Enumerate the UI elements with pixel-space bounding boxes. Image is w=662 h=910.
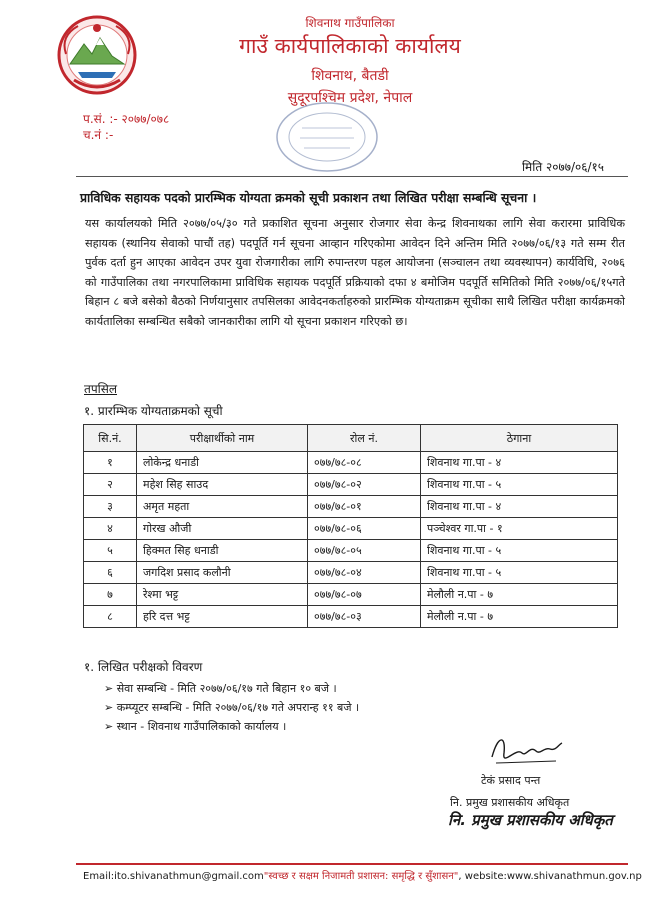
header-address: ठेगाना [421, 425, 618, 452]
exam-item-text: कम्प्यूटर सम्बन्धि - मिति २०७७/०६/१७ गते अपरान्ह ११ बजे । [116, 701, 360, 714]
cell-name: जगदिश प्रसाद कलौनी [137, 562, 308, 584]
signatory-name: टेकं प्रसाद पन्त [481, 774, 541, 787]
signatory-title-stamp: नि. प्रमुख प्रशासकीय अधिकृत [448, 811, 613, 829]
cell-address: शिवनाथ गा.पा - ५ [421, 474, 618, 496]
cell-serial: ६ [84, 562, 137, 584]
cell-address: शिवनाथ गा.पा - ५ [421, 540, 618, 562]
table-row [84, 452, 618, 474]
section-merit-list-title: १. प्रारम्भिक योग्यताक्रमको सूची [84, 404, 223, 418]
cell-roll: ०७७/७८-०८ [308, 452, 421, 474]
cell-roll: ०७७/७८-०१ [308, 496, 421, 518]
cell-serial: ३ [84, 496, 137, 518]
handwritten-signature [486, 727, 566, 773]
table-row [84, 540, 618, 562]
cell-roll: ०७७/७८-०२ [308, 474, 421, 496]
cell-serial: १ [84, 452, 137, 474]
cell-serial: ८ [84, 606, 137, 628]
cell-name: रेश्मा भट्ट [137, 584, 308, 606]
letter-date: मिति २०७७/०६/१५ [521, 160, 604, 174]
nepal-emblem-logo [56, 14, 138, 96]
cell-address: मेलौली न.पा - ७ [421, 584, 618, 606]
footer-motto: "स्वच्छ र सक्षम निजामती प्रशासन: समृद्धि र सुँशासन" [263, 871, 459, 882]
footer-contact [83, 868, 642, 882]
footer-website: , website:www.shivanathmun.gov.np [458, 871, 642, 882]
cell-address: शिवनाथ गा.पा - ५ [421, 562, 618, 584]
cell-address: मेलौली न.पा - ७ [421, 606, 618, 628]
cell-address: शिवनाथ गा.पा - ४ [421, 496, 618, 518]
table-header-row [84, 425, 618, 452]
schedule-label: तपसिल [84, 382, 118, 396]
footer-divider [76, 863, 628, 865]
office-title: गाउँ कार्यपालिकाको कार्यालय [239, 34, 461, 58]
table-row [84, 562, 618, 584]
cell-roll: ०७७/७८-०५ [308, 540, 421, 562]
cell-roll: ०७७/७८-०४ [308, 562, 421, 584]
cell-name: गोरख औजी [137, 518, 308, 540]
dispatch-number: च.नं :- [83, 128, 114, 142]
notice-body: यस कार्यालयको मिति २०७७/०५/३० गते प्रकाशित सूचना अनुसार रोजगार सेवा केन्द्र शिवनाथका लागि सेवा करारमा प्राविधिक सहायक (स्थानिय सेवाको पाचौं तह) पदपूर्ति गर्न सूचना आव्हान गरिएकोमा आवेदन दिने अन्तिम मिति २०७७/०६/१३ गते सम्म रीत पुर्वक दर्ता हुन आएका आवेदन उपर युवा रोजगारीका लागि रुपान्तरण पहल आयोजना (सञ्चालन तथा व्यवस्थापन) कार्यविधि, २०७६ को गाउँपालिका तथा नगरपालिकामा प्राविधिक सहायक पदपूर्ति प्रक्रियाको दफा ४ बमोजिम पदपूर्ति समितिको मिति २०७७/०६/१५गते बिहान ८ बजे बसेको बैठको निर्णयानुसार तपसिलका आवेदनकर्ताहरुको प्रारम्भिक योग्यताक्रम सूचीका साथै लिखित परीक्षा कार्यक्रमको कार्यतालिका सम्बन्धित सबैको जानकारीका लागि यो सूचना प्रकाशन गरिएको छ। [85, 217, 625, 328]
header-roll: रोल नं. [308, 425, 421, 452]
cell-address: पञ्चेश्वर गा.पा - १ [421, 518, 618, 540]
cell-serial: ४ [84, 518, 137, 540]
merit-list-table [83, 424, 618, 628]
cell-name: लोकेन्द्र धनाडी [137, 452, 308, 474]
table-row [84, 496, 618, 518]
table-row [84, 584, 618, 606]
header-divider [76, 176, 628, 177]
bullet-arrow-icon: ➢ [104, 701, 114, 714]
municipality-name: शिवनाथ गाउँपालिका [305, 16, 395, 30]
header-name: परीक्षार्थीको नाम [137, 425, 308, 452]
cell-address: शिवनाथ गा.पा - ४ [421, 452, 618, 474]
exam-item [104, 700, 359, 715]
cell-roll: ०७७/७८-०७ [308, 584, 421, 606]
office-location: शिवनाथ, बैतडी [311, 68, 389, 84]
notice-subject: प्राविधिक सहायक पदको प्रारम्भिक योग्यता क्रमको सूची प्रकाशन तथा लिखित परीक्षा सम्बन्धि सूचना । [80, 190, 537, 205]
signatory-title: नि. प्रमुख प्रशासकीय अधिकृत [450, 796, 570, 809]
cell-name: अमृत महता [137, 496, 308, 518]
exam-item-text: स्थान - शिवनाथ गाउँपालिकाको कार्यालय । [116, 720, 287, 733]
cell-name: महेश सिह साउद [137, 474, 308, 496]
exam-item [104, 719, 286, 734]
cell-roll: ०७७/७८-०६ [308, 518, 421, 540]
exam-item [104, 681, 337, 696]
cell-name: हरि दत्त भट्ट [137, 606, 308, 628]
reference-number: प.सं. :- २०७७/०७८ [83, 112, 170, 126]
table-row [84, 606, 618, 628]
footer-email: Email:ito.shivanathmun@gmail.com [83, 871, 264, 882]
cell-serial: ७ [84, 584, 137, 606]
header-serial: सि.नं. [84, 425, 137, 452]
exam-item-text: सेवा सम्बन्धि - मिति २०७७/०६/१७ गते बिहान १० बजे । [116, 682, 337, 695]
cell-name: हिक्मत सिह धनाडी [137, 540, 308, 562]
cell-roll: ०७७/७८-०३ [308, 606, 421, 628]
section-exam-details-title: १. लिखित परीक्षको विवरण [84, 660, 203, 674]
table-row [84, 518, 618, 540]
table-row [84, 474, 618, 496]
bullet-arrow-icon: ➢ [104, 720, 114, 733]
bullet-arrow-icon: ➢ [104, 682, 114, 695]
office-stamp [272, 98, 382, 176]
cell-serial: २ [84, 474, 137, 496]
cell-serial: ५ [84, 540, 137, 562]
office-province: सुदूरपश्चिम प्रदेश, नेपाल [287, 90, 413, 106]
